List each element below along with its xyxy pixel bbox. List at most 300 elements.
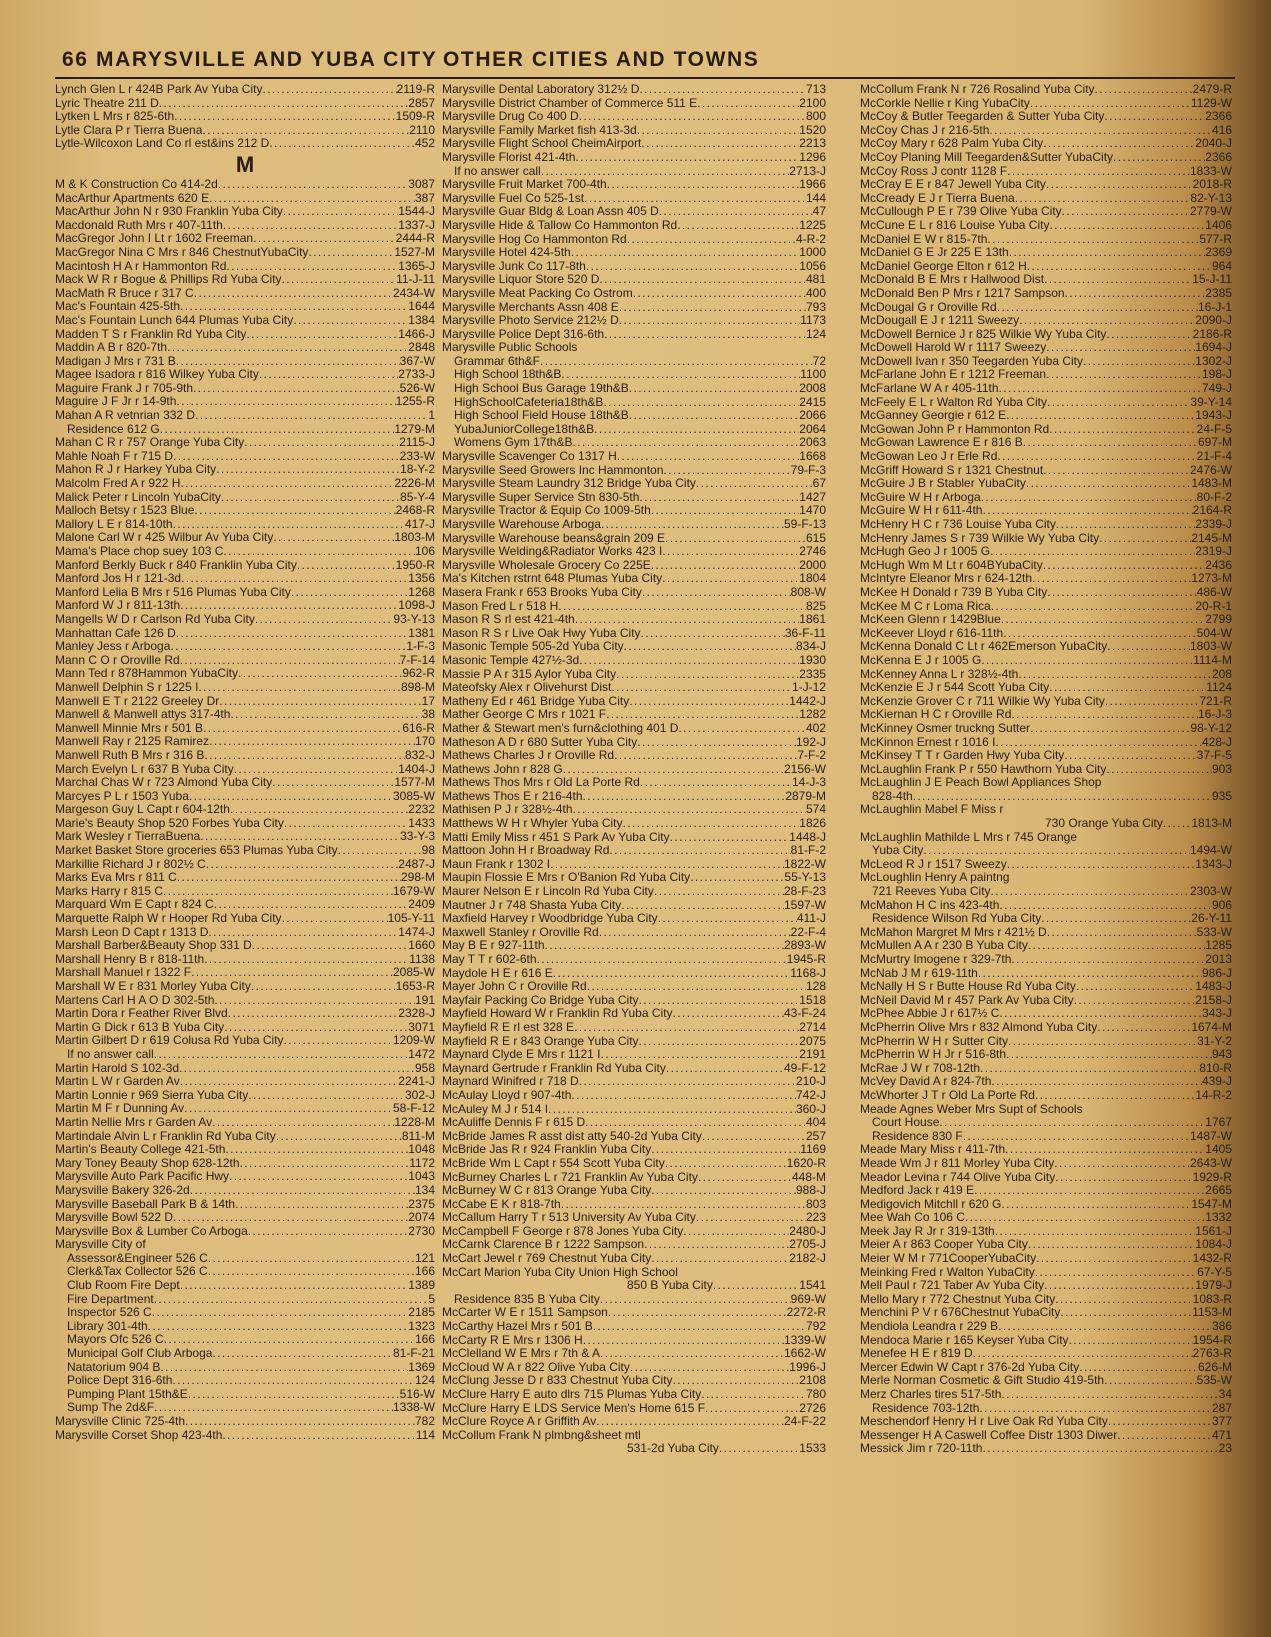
phone-number: 1381 (408, 626, 435, 640)
listing-name: McCray E E r 847 Jewell Yuba City (860, 178, 1046, 192)
phone-number: 166 (414, 1265, 435, 1279)
listing-entry (55, 1320, 435, 1334)
listing-name: Martin Nellie Mrs r Garden Av (55, 1115, 213, 1129)
dot-leader (713, 1279, 799, 1293)
listing-name: Mahle Noah F r 715 D (55, 449, 174, 463)
listing-name: Mattoon John H r Broadway Rd (442, 844, 610, 858)
listing-entry (55, 1157, 435, 1171)
phone-number: 21-F-4 (1196, 450, 1232, 464)
dot-leader (550, 858, 784, 872)
phone-number: 964 (1211, 259, 1232, 273)
listing-entry (442, 953, 826, 967)
dot-leader (701, 1388, 806, 1402)
phone-number: 3085-W (392, 789, 435, 803)
dot-leader (571, 246, 800, 260)
listing-name: Martin Harold S 102-3d (55, 1061, 180, 1075)
dot-leader (212, 1347, 393, 1361)
listing-name: Marysville Florist 421-4th (442, 150, 576, 164)
phone-number: 2100 (799, 96, 826, 110)
listing-entry (55, 545, 435, 559)
dot-leader (1054, 1157, 1190, 1171)
listing-name: McCune E L r 816 Louise Yuba City (860, 218, 1050, 232)
dot-leader (629, 695, 789, 709)
listing-name: Mary Toney Beauty Shop 628-12th (55, 1156, 240, 1170)
phone-number: 832-J (404, 748, 435, 762)
dot-leader (705, 1402, 799, 1416)
listing-name: MacArthur John N r 930 Franklin Yuba City (55, 205, 283, 219)
phone-number: 749-J (1201, 382, 1232, 396)
phone-number: 34 (1218, 1388, 1232, 1401)
dot-leader (641, 627, 785, 641)
listing-entry (442, 1361, 826, 1375)
phone-number: 386 (1211, 1320, 1232, 1334)
listing-entry (55, 681, 435, 695)
phone-number: 742-J (795, 1088, 826, 1102)
phone-number: 72 (812, 354, 826, 368)
dot-leader (991, 885, 1190, 899)
phone-number: 2335 (799, 667, 826, 681)
dot-leader (601, 1048, 800, 1062)
listing-name: Mann C O r Oroville Rd (55, 653, 180, 667)
dot-leader (259, 368, 398, 382)
listing-entry (55, 1374, 435, 1388)
listing-entry (442, 844, 826, 858)
listing-entry (442, 1415, 826, 1429)
phone-number: 1541 (799, 1279, 826, 1293)
phone-number: 1427 (799, 490, 826, 504)
listing-name: Residence Wilson Rd Yuba City (872, 912, 1042, 926)
phone-number: 1533 (799, 1442, 826, 1456)
listing-entry (860, 450, 1232, 464)
listing-name: May B E r 927-11th (442, 939, 545, 953)
listing-name: Manford Jos H r 121-3d (55, 572, 182, 586)
phone-number: 2726 (799, 1401, 826, 1415)
phone-number: 23 (1218, 1442, 1232, 1456)
listing-entry (860, 654, 1232, 668)
listing-entry (860, 110, 1232, 124)
listing-entry (55, 586, 435, 600)
dot-leader (995, 736, 1202, 750)
phone-number: 1653-R (395, 980, 435, 993)
dot-leader (269, 137, 415, 151)
phone-number: 2090-J (1195, 314, 1232, 328)
dot-leader (1049, 219, 1205, 233)
listing-name: Maguire Frank J r 705-9th (55, 381, 194, 395)
listing-name: McGowan John P r Hammonton Rd (860, 422, 1050, 436)
directory-column-3 (860, 83, 1232, 1456)
dot-leader (659, 205, 813, 219)
phone-number: 387 (414, 191, 435, 205)
listing-name: Marks Harry r 815 C (55, 884, 164, 898)
dot-leader (276, 1130, 402, 1144)
listing-name: Mendiola Leandra r 229 B (860, 1320, 999, 1334)
listing-name: McDowell Harold W r 1117 Sweezy (860, 341, 1047, 355)
directory-column-2 (442, 83, 826, 1456)
listing-name: Assessor&Engineer 526 C (67, 1251, 208, 1265)
phone-number: 1323 (408, 1319, 435, 1333)
listing-name: 850 B Yuba City (627, 1279, 713, 1293)
dot-leader (246, 328, 398, 342)
listing-name: McVey David A r 824-7th (860, 1075, 992, 1089)
listing-entry (860, 219, 1232, 233)
listing-name: Mathisen P J r 328½-4th (442, 803, 573, 817)
dot-leader (663, 464, 790, 478)
listing-name: McKee M C r Loma Rica (860, 599, 991, 613)
phone-number: 2119-R (396, 83, 435, 96)
dot-leader (193, 382, 400, 396)
dot-leader (1035, 1089, 1195, 1103)
phone-number: 1114-M (1193, 653, 1232, 667)
phone-number: 1679-W (392, 884, 435, 898)
listing-entry (442, 124, 826, 138)
listing-name: Mayfield Howard W r Franklin Rd Yuba City (442, 1007, 673, 1021)
dot-leader (189, 790, 393, 804)
phone-number: 1124 (1206, 681, 1232, 695)
listing-name: Mateofsky Alex r Olivehurst Dist (442, 681, 612, 695)
listing-entry (55, 232, 435, 246)
phone-number: 486-W (1196, 585, 1232, 599)
listing-entry (442, 600, 826, 614)
dot-leader (579, 110, 806, 124)
listing-name: Marcyes P L r 1503 Yuba (55, 789, 189, 803)
listing-entry (55, 763, 435, 777)
dot-leader (1023, 436, 1198, 450)
listing-name: March Evelyn L r 637 B Yuba City (55, 762, 234, 776)
phone-number: 1620-R (786, 1156, 826, 1170)
phone-number: 2893-W (783, 939, 826, 953)
listing-entry (442, 613, 826, 627)
listing-name: Mac's Fountain Lunch 644 Plumas Yuba City (55, 313, 294, 327)
listing-entry (55, 395, 435, 409)
dot-leader (609, 844, 790, 858)
listing-name: McWhorter J T r Old La Porte Rd (860, 1088, 1035, 1102)
listing-name: Meinking Fred r Walton YubaCity (860, 1265, 1035, 1279)
listing-name: McDonald B E Mrs r Hallwood Dist (860, 273, 1045, 287)
dot-leader (545, 939, 784, 953)
phone-number: 1950-R (395, 558, 435, 572)
phone-number: 721-R (1199, 694, 1232, 708)
phone-number: 2366 (1205, 150, 1232, 164)
dot-leader (214, 898, 409, 912)
listing-entry (55, 124, 435, 138)
phone-number: 360-J (795, 1102, 826, 1116)
listing-name: Marysville Meat Packing Co Ostrom (442, 286, 633, 300)
dot-leader (180, 1279, 409, 1293)
listing-name: Maxfield Harvey r Woodbridge Yuba City (442, 912, 658, 926)
phone-number: 55-Y-13 (784, 871, 826, 885)
phone-number: 526-W (399, 381, 435, 395)
listing-name: Mangells W D r Carlson Rd Yuba City (55, 612, 255, 626)
dot-leader (1046, 178, 1193, 192)
phone-number: 49-F-12 (783, 1061, 826, 1075)
phone-number: 14-R-2 (1195, 1088, 1232, 1102)
listing-entry (860, 600, 1232, 614)
dot-leader (616, 668, 799, 682)
dot-leader (621, 899, 784, 913)
listing-name: McPherrin W H Jr r 516-8th (860, 1048, 1007, 1062)
listing-entry (860, 980, 1232, 994)
dot-leader (1028, 1238, 1195, 1252)
listing-entry (860, 301, 1232, 315)
listing-name: Meade Agnes Weber Mrs Supt of Schools (860, 1102, 1083, 1116)
listing-name: Manford W J r 811-13th (55, 599, 181, 613)
listing-name: McGuire W H r 611-4th (860, 504, 983, 518)
listing-name: Mathews Charles J r Oroville Rd (442, 749, 615, 763)
listing-entry (860, 178, 1232, 192)
listing-name: Meek Jay R Jr r 319-13th (860, 1224, 995, 1238)
dot-leader (665, 532, 806, 546)
phone-number: 2241-J (398, 1075, 435, 1089)
phone-number: 192-J (795, 735, 826, 749)
phone-number: 3071 (408, 1020, 435, 1034)
dot-leader (173, 518, 405, 532)
dot-leader (181, 572, 408, 586)
dot-leader (179, 1062, 415, 1076)
phone-number: 958 (414, 1061, 435, 1075)
phone-number: 943 (1211, 1048, 1232, 1062)
listing-name: McNab J M r 619-11th (860, 966, 978, 980)
listing-entry (860, 1361, 1232, 1375)
phone-number: 1509-R (395, 110, 435, 124)
phone-number: 1966 (799, 178, 826, 192)
phone-number: 81-F-2 (790, 844, 826, 858)
listing-name: McLaughlin Mathilde L Mrs r 745 Orange (860, 830, 1077, 844)
listing-entry (860, 368, 1232, 382)
dot-leader (1001, 613, 1206, 627)
phone-number: 124 (414, 1374, 435, 1388)
phone-number: 1483-M (1191, 477, 1232, 491)
phone-number: 1826 (799, 817, 826, 831)
dot-leader (1043, 559, 1206, 573)
dot-leader (180, 477, 394, 491)
listing-name: McGowan Lawrence E r 816 B (860, 436, 1023, 450)
dot-leader (641, 137, 799, 151)
listing-entry (860, 491, 1232, 505)
phone-number: 58-F-12 (392, 1102, 435, 1116)
listing-name: Mather George C Mrs r 1021 F (442, 708, 607, 722)
dot-leader (1044, 273, 1192, 287)
dot-leader (982, 504, 1192, 518)
header-title-left: MARYSVILLE AND YUBA CITY (96, 48, 438, 71)
dot-leader (607, 178, 800, 192)
listing-name: Marysville Seed Growers Inc Hammonton (442, 463, 664, 477)
dot-leader (209, 192, 415, 206)
listing-name: Lytle-Wilcoxon Land Co rl est&ins 212 D (55, 137, 270, 151)
phone-number: 448-M (791, 1170, 826, 1184)
listing-name: Mark Wesley r TierraBuena (55, 830, 201, 844)
listing-entry (442, 681, 826, 695)
listing-entry (860, 586, 1232, 600)
listing-name: McCabe E K r 818-7th (442, 1197, 561, 1211)
listing-name: Macintosh H A r Hammonton Rd (55, 259, 227, 273)
listing-name: Manhattan Cafe 126 D (55, 626, 176, 640)
dot-leader (594, 423, 799, 437)
listing-entry (442, 219, 826, 233)
listing-entry (442, 477, 826, 491)
listing-entry (442, 464, 826, 478)
phone-number: 4-R-2 (795, 232, 826, 246)
phone-number: 1153-M (1192, 1306, 1232, 1320)
listing-name: MacGregor Nina C Mrs r 846 ChestnutYubaCity (55, 245, 309, 259)
dot-leader (1076, 980, 1195, 994)
listing-entry (860, 627, 1232, 641)
phone-number: 780 (805, 1388, 826, 1401)
dot-leader (537, 953, 787, 967)
phone-number: 98-Y-12 (1190, 721, 1232, 735)
listing-name: McCorkle Nellie r King YubaCity (860, 96, 1030, 110)
dot-leader (163, 885, 393, 899)
listing-entry (442, 1062, 826, 1076)
listing-name: Mercer Edwin W Capt r 376-2d Yuba City (860, 1360, 1080, 1374)
listing-entry (55, 260, 435, 274)
listing-name: Marysville Liquor Store 520 D (442, 273, 600, 287)
listing-entry (860, 1279, 1232, 1293)
listing-entry (442, 1225, 826, 1239)
listing-entry (55, 219, 435, 233)
dot-leader (148, 1320, 409, 1334)
phone-number: 1483-J (1195, 980, 1232, 994)
listing-name: Messenger H A Caswell Coffee Distr 1303 Diwer (860, 1428, 1118, 1442)
listing-entry (55, 858, 435, 872)
phone-number: 26-Y-11 (1191, 912, 1232, 926)
phone-number: 810-R (1199, 1061, 1232, 1075)
listing-name: McMahon H C ins 423-4th (860, 898, 1000, 912)
listing-entry (442, 409, 826, 423)
listing-name: McBride Wm L Capt r 554 Scott Yuba City (442, 1156, 665, 1170)
dot-leader (244, 436, 399, 450)
listing-name: Marysville Steam Laundry 312 Bridge Yuba City (442, 477, 696, 491)
phone-number: 1365-J (398, 259, 435, 273)
listing-name: McFarlane W A r 405-11th (860, 382, 999, 396)
phone-number: 85-Y-4 (400, 490, 435, 504)
dot-leader (194, 287, 393, 301)
phone-number: 105-Y-11 (387, 912, 435, 926)
listing-name: Marysville Guar Bldg & Loan Assn 405 D (442, 205, 659, 219)
listing-entry (55, 735, 435, 749)
listing-entry (442, 831, 826, 845)
listing-entry (442, 287, 826, 301)
listing-entry (55, 1279, 435, 1293)
listing-heading (860, 803, 1232, 817)
listing-entry (442, 858, 826, 872)
header-rule (55, 77, 1235, 79)
listing-name: YubaJuniorCollege18th&B (454, 422, 595, 436)
listing-entry (55, 450, 435, 464)
dot-leader (167, 341, 408, 355)
dot-leader (1007, 858, 1196, 872)
dot-leader (614, 749, 797, 763)
dot-leader (191, 966, 393, 980)
listing-entry (860, 165, 1232, 179)
listing-name: Margeson Guy L Capt r 604-12th (55, 803, 230, 817)
listing-entry (442, 668, 826, 682)
listing-entry (55, 531, 435, 545)
phone-number: 2328-J (398, 1007, 435, 1021)
listing-entry (860, 504, 1232, 518)
listing-name: Mell Paul r 721 Taber Av Yuba City (860, 1279, 1045, 1293)
phone-number: 1405 (1205, 1143, 1232, 1157)
dot-leader (982, 1442, 1218, 1456)
listing-name: 730 Orange Yuba City (1045, 817, 1163, 831)
listing-name: McKenna E J r 1005 G (860, 653, 982, 667)
dot-leader (1062, 205, 1190, 219)
listing-name: McCoy Planing Mill Teegarden&Sutter YubaCity (860, 150, 1114, 164)
dot-leader (230, 803, 408, 817)
listing-entry (55, 1401, 435, 1415)
listing-entry (442, 1035, 826, 1049)
phone-number: 834-J (795, 640, 826, 654)
listing-name: Manley Jess r Arboga (55, 640, 171, 654)
listing-name: Martindale Alvin L r Franklin Rd Yuba City (55, 1129, 276, 1143)
listing-name: Marysville Welding&Radiator Works 423 I (442, 545, 663, 559)
listing-entry (55, 1034, 435, 1048)
listing-entry (55, 491, 435, 505)
dot-leader (639, 491, 799, 505)
listing-name: Maupin Flossie E Mrs r O'Banion Rd Yuba City (442, 871, 691, 885)
listing-name: Menchini P V r 676Chestnut YubaCity (860, 1306, 1061, 1320)
dot-leader (563, 763, 784, 777)
phone-number: 98 (421, 844, 435, 858)
listing-name: Maxwell Stanley r Oroville Rd (442, 925, 599, 939)
listing-entry (442, 708, 826, 722)
listing-entry (860, 233, 1232, 247)
listing-entry (860, 1021, 1232, 1035)
listing-entry (55, 1211, 435, 1225)
dot-leader (593, 1320, 806, 1334)
dot-leader (651, 504, 800, 518)
dot-leader (1104, 110, 1205, 124)
dot-leader (225, 1143, 408, 1157)
dot-leader (989, 124, 1212, 138)
listing-entry (55, 1293, 435, 1307)
phone-number: 1544-J (398, 205, 435, 219)
phone-number: 2232 (408, 803, 435, 817)
listing-entry (860, 885, 1232, 899)
dot-leader (584, 192, 806, 206)
listing-name: Malloch Betsy r 1523 Blue (55, 504, 195, 518)
phone-number: 24-F-5 (1196, 422, 1232, 436)
dot-leader (221, 491, 400, 505)
listing-entry (442, 586, 826, 600)
listing-name: McClure Harry E auto dlrs 715 Plumas Yuba City (442, 1388, 702, 1401)
listing-entry (860, 1252, 1232, 1266)
phone-number: 2115-J (399, 436, 435, 450)
listing-name: Marysville Warehouse Arboga (442, 518, 601, 531)
listing-entry (55, 627, 435, 641)
listing-entry (442, 967, 826, 981)
listing-entry (860, 817, 1232, 831)
phone-number: 144 (805, 191, 826, 205)
listing-entry (55, 382, 435, 396)
listing-name: Marysville Merchants Assn 408 E (442, 300, 619, 314)
dot-leader (913, 790, 1212, 804)
dot-leader (1069, 1334, 1193, 1348)
phone-number: 1996-J (789, 1360, 826, 1374)
phone-number: 1056 (799, 259, 826, 273)
dot-leader (573, 803, 806, 817)
phone-number: 2108 (799, 1374, 826, 1388)
phone-number: 1173 (800, 314, 826, 328)
section-letter (55, 151, 435, 178)
phone-number: 452 (414, 137, 435, 151)
listing-name: Malcolm Fred A r 922 H (55, 477, 181, 491)
phone-number: 2733-J (398, 368, 435, 382)
listing-entry (860, 287, 1232, 301)
dot-leader (991, 1075, 1202, 1089)
listing-heading (55, 1238, 435, 1252)
phone-number: 81-F-21 (392, 1347, 435, 1361)
listing-entry (860, 668, 1232, 682)
